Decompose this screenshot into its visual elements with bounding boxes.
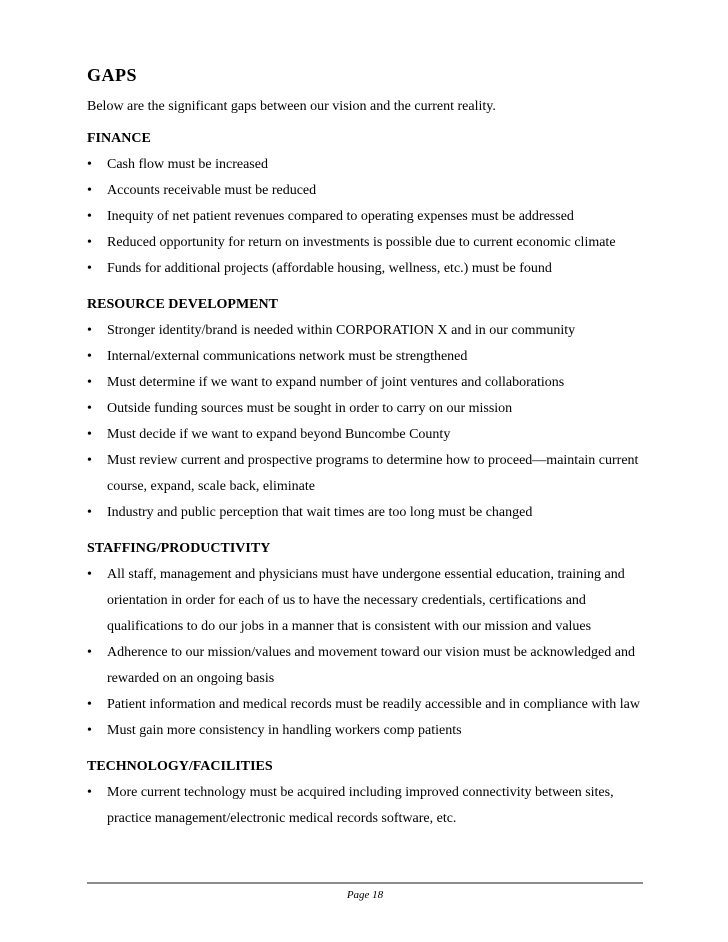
list-item: • Inequity of net patient revenues compared to operating expenses must be addressed <box>87 204 643 230</box>
list-item: • Adherence to our mission/values and movement toward our vision must be acknowledged and rewarded on an ongoing basis <box>87 640 643 692</box>
list-item: • Accounts receivable must be reduced <box>87 178 643 204</box>
bullet-list <box>87 780 643 832</box>
bullet-list <box>87 318 643 526</box>
list-item: • More current technology must be acquired including improved connectivity between sites, practice management/electronic medical records software, etc. <box>87 780 643 832</box>
list-item: • Industry and public perception that wait times are too long must be changed <box>87 500 643 526</box>
page-number: Page 18 <box>346 889 384 901</box>
list-item: • Internal/external communications network must be strengthened <box>87 344 643 370</box>
list-item: • Outside funding sources must be sought in order to carry on our mission <box>87 396 643 422</box>
page-title: GAPS <box>87 65 138 85</box>
section-staffing-productivity <box>87 540 643 744</box>
section-resource-development <box>87 296 643 526</box>
section-finance <box>87 130 643 282</box>
document-page <box>87 64 643 832</box>
section-heading: TECHNOLOGY/FACILITIES <box>87 759 273 774</box>
intro-text: Below are the significant gaps between our vision and the current reality. <box>87 99 496 114</box>
list-item: • Patient information and medical records must be readily accessible and in compliance with law <box>87 692 643 718</box>
list-item: • Stronger identity/brand is needed within CORPORATION X and in our community <box>87 318 643 344</box>
section-heading: RESOURCE DEVELOPMENT <box>87 297 278 312</box>
list-item: • All staff, management and physicians must have undergone essential education, training and orientation in order for each of us to have the necessary credentials, certifications and qualifications to do our jobs in a manner that is consistent with our mission and values <box>87 562 643 640</box>
section-heading: FINANCE <box>87 131 151 146</box>
footer-divider <box>87 882 643 884</box>
list-item: • Must gain more consistency in handling workers comp patients <box>87 718 643 744</box>
list-item: • Must determine if we want to expand number of joint ventures and collaborations <box>87 370 643 396</box>
list-item: • Funds for additional projects (affordable housing, wellness, etc.) must be found <box>87 256 643 282</box>
section-heading: STAFFING/PRODUCTIVITY <box>87 541 271 556</box>
list-item: • Must review current and prospective programs to determine how to proceed—maintain current course, expand, scale back, eliminate <box>87 448 643 500</box>
list-item: • Cash flow must be increased <box>87 152 643 178</box>
list-item: • Reduced opportunity for return on investments is possible due to current economic climate <box>87 230 643 256</box>
list-item: • Must decide if we want to expand beyond Buncombe County <box>87 422 643 448</box>
bullet-list <box>87 152 643 282</box>
bullet-list <box>87 562 643 744</box>
section-technology-facilities <box>87 758 643 832</box>
